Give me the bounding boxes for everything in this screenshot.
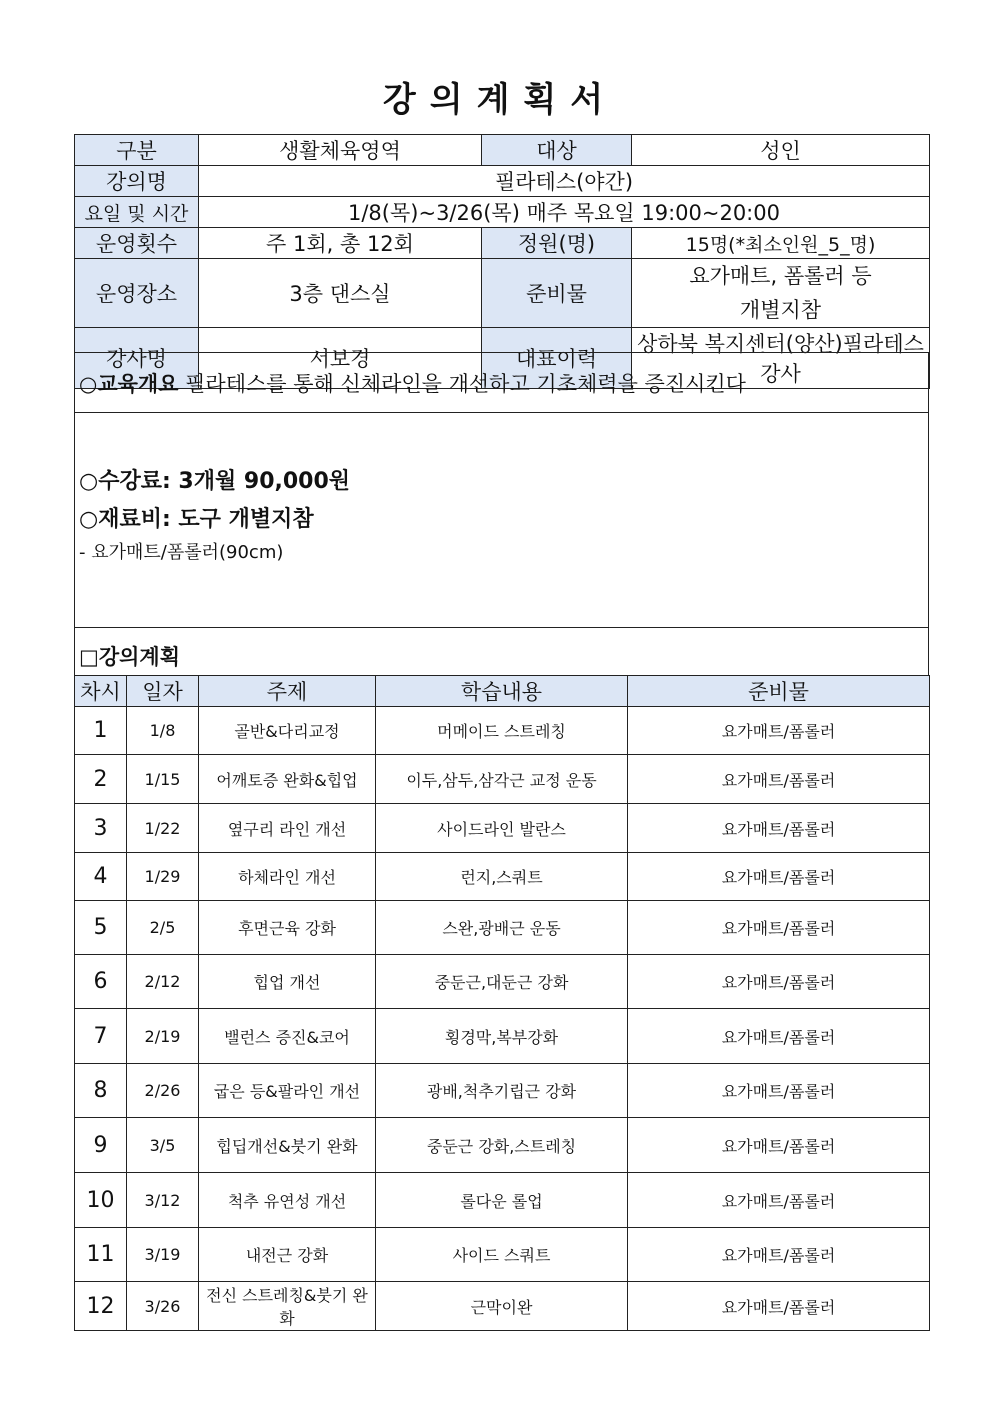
plan-cell-session: 6 (75, 955, 127, 1009)
plan-cell-topic: 전신 스트레칭&붓기 완화 (199, 1282, 376, 1331)
plan-cell-supplies: 요가매트/폼롤러 (628, 1009, 930, 1064)
plan-cell-content: 롤다운 롤업 (376, 1173, 628, 1228)
plan-cell-topic: 하체라인 개선 (199, 853, 376, 901)
plan-cell-topic: 힙딥개선&붓기 완화 (199, 1118, 376, 1173)
plan-cell-date: 1/22 (127, 804, 199, 853)
plan-row (75, 804, 930, 853)
plan-cell-session: 10 (75, 1173, 127, 1228)
plan-header-row (75, 676, 930, 707)
plan-row (75, 755, 930, 804)
plan-cell-content: 광배,척추기립근 강화 (376, 1064, 628, 1118)
materials-text: ○재료비: 도구 개별지참 (79, 507, 314, 532)
plan-cell-content: 이두,삼두,삼각근 교정 운동 (376, 755, 628, 804)
plan-cell-date: 2/12 (127, 955, 199, 1009)
supplies-value-line2: 개별지참 (739, 298, 822, 322)
plan-cell-supplies: 요가매트/폼롤러 (628, 955, 930, 1009)
career-label: 대표이력 (482, 328, 632, 389)
capacity-label: 정원(명) (482, 228, 632, 259)
plan-row (75, 1064, 930, 1118)
plan-cell-supplies: 요가매트/폼롤러 (628, 1064, 930, 1118)
plan-cell-topic: 골반&다리교정 (199, 707, 376, 755)
plan-cell-date: 2/26 (127, 1064, 199, 1118)
plan-cell-supplies: 요가매트/폼롤러 (628, 804, 930, 853)
plan-cell-session: 8 (75, 1064, 127, 1118)
materials-note: - 요가매트/폼롤러(90cm) (79, 542, 284, 563)
plan-cell-session: 11 (75, 1228, 127, 1282)
schedule-value: 1/8(목)~3/26(목) 매주 목요일 19:00~20:00 (199, 197, 930, 228)
plan-cell-supplies: 요가매트/폼롤러 (628, 1228, 930, 1282)
instructor-value: 서보경 (199, 328, 482, 389)
category-label: 구분 (75, 135, 199, 166)
plan-cell-session: 7 (75, 1009, 127, 1064)
plan-cell-date: 3/26 (127, 1282, 199, 1331)
plan-cell-topic: 어깨토증 완화&힙업 (199, 755, 376, 804)
place-value: 3층 댄스실 (199, 259, 482, 328)
plan-cell-content: 근막이완 (376, 1282, 628, 1331)
plan-cell-content: 런지,스쿼트 (376, 853, 628, 901)
plan-cell-supplies: 요가매트/폼롤러 (628, 1173, 930, 1228)
plan-cell-content: 사이드 스쿼트 (376, 1228, 628, 1282)
plan-cell-supplies: 요가매트/폼롤러 (628, 1282, 930, 1331)
plan-row (75, 901, 930, 955)
plan-cell-topic: 후면근육 강화 (199, 901, 376, 955)
plan-row (75, 1228, 930, 1282)
plan-cell-date: 2/19 (127, 1009, 199, 1064)
overview-cell (75, 353, 929, 413)
page-title: 강의계획서 (382, 80, 618, 120)
plan-cell-session: 2 (75, 755, 127, 804)
supplies-value-line1: 요가매트, 폼롤러 등 (689, 264, 872, 288)
plan-cell-content: 머메이드 스트레칭 (376, 707, 628, 755)
plan-row (75, 955, 930, 1009)
frequency-label: 운영횟수 (75, 228, 199, 259)
category-value: 생활체육영역 (199, 135, 482, 166)
plan-cell-topic: 내전근 강화 (199, 1228, 376, 1282)
frequency-value: 주 1회, 총 12회 (199, 228, 482, 259)
plan-row (75, 1118, 930, 1173)
plan-cell-date: 1/29 (127, 853, 199, 901)
overview-label: ○교육개요 (79, 371, 179, 396)
target-value: 성인 (632, 135, 930, 166)
plan-cell-date: 3/12 (127, 1173, 199, 1228)
plan-heading: □강의계획 (75, 628, 929, 684)
plan-cell-supplies: 요가매트/폼롤러 (628, 901, 930, 955)
header-supplies: 준비물 (628, 676, 930, 707)
target-label: 대상 (482, 135, 632, 166)
plan-cell-date: 3/19 (127, 1228, 199, 1282)
plan-cell-date: 1/15 (127, 755, 199, 804)
info-table (74, 134, 930, 389)
overview-text: 필라테스를 통해 신체라인을 개선하고 기초체력을 증진시킨다 (178, 371, 746, 396)
plan-cell-supplies: 요가매트/폼롤러 (628, 707, 930, 755)
plan-cell-supplies: 요가매트/폼롤러 (628, 755, 930, 804)
plan-row (75, 853, 930, 901)
career-value: 상하북 복지센터(양산)필라테스 강사 (632, 328, 930, 389)
lecture-plan-table (74, 675, 930, 1331)
fees-cell (75, 413, 929, 628)
plan-cell-content: 중둔근,대둔근 강화 (376, 955, 628, 1009)
plan-row (75, 1282, 930, 1331)
plan-cell-session: 3 (75, 804, 127, 853)
plan-cell-date: 3/5 (127, 1118, 199, 1173)
plan-cell-topic: 굽은 등&팔라인 개선 (199, 1064, 376, 1118)
plan-row (75, 1173, 930, 1228)
plan-cell-supplies: 요가매트/폼롤러 (628, 853, 930, 901)
plan-cell-content: 중둔근 강화,스트레칭 (376, 1118, 628, 1173)
plan-cell-session: 12 (75, 1282, 127, 1331)
header-date: 일자 (127, 676, 199, 707)
plan-cell-topic: 밸런스 증진&코어 (199, 1009, 376, 1064)
plan-row (75, 707, 930, 755)
tuition-text: ○수강료: 3개월 90,000원 (79, 469, 351, 494)
course-label: 강의명 (75, 166, 199, 197)
plan-cell-date: 1/8 (127, 707, 199, 755)
schedule-label: 요일 및 시간 (75, 197, 199, 228)
plan-cell-session: 4 (75, 853, 127, 901)
plan-cell-topic: 척추 유연성 개선 (199, 1173, 376, 1228)
instructor-label: 강사명 (75, 328, 199, 389)
plan-cell-topic: 힙업 개선 (199, 955, 376, 1009)
place-label: 운영장소 (75, 259, 199, 328)
capacity-value: 15명(*최소인원_5_명) (632, 228, 930, 259)
header-session: 차시 (75, 676, 127, 707)
plan-cell-date: 2/5 (127, 901, 199, 955)
plan-cell-session: 9 (75, 1118, 127, 1173)
plan-cell-content: 스완,광배근 운동 (376, 901, 628, 955)
header-topic: 주제 (199, 676, 376, 707)
supplies-label: 준비물 (482, 259, 632, 328)
plan-cell-supplies: 요가매트/폼롤러 (628, 1118, 930, 1173)
plan-cell-session: 1 (75, 707, 127, 755)
plan-cell-session: 5 (75, 901, 127, 955)
plan-cell-content: 사이드라인 발란스 (376, 804, 628, 853)
description-table (74, 352, 929, 684)
plan-cell-content: 횡경막,복부강화 (376, 1009, 628, 1064)
course-value: 필라테스(야간) (199, 166, 930, 197)
plan-cell-topic: 옆구리 라인 개선 (199, 804, 376, 853)
header-content: 학습내용 (376, 676, 628, 707)
supplies-value (632, 259, 930, 328)
plan-row (75, 1009, 930, 1064)
